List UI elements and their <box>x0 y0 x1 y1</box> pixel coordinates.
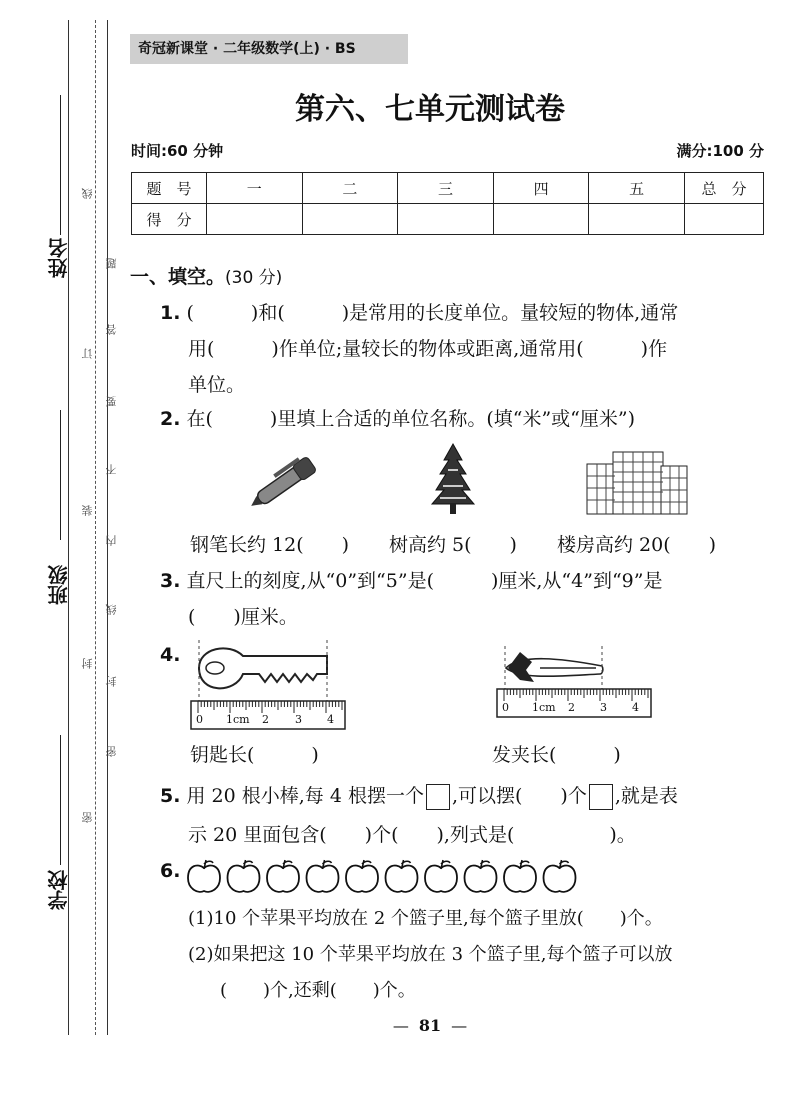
ruler-tick-label: 2 <box>568 701 575 714</box>
seal-char: 答 <box>105 324 118 335</box>
section-points: (30 分) <box>225 268 283 288</box>
score-input-cell[interactable] <box>589 204 685 235</box>
q6-sub1: (1)10 个苹果平均放在 2 个篮子里,每个篮子里放( )个。 <box>188 908 663 929</box>
ruler-tick-label: 3 <box>295 713 302 726</box>
ruler-tick-label: 2 <box>262 713 269 726</box>
q1-line2: 用( )作单位;量较长的物体或距离,通常用( )作 <box>188 338 668 360</box>
school-label: 学校 <box>47 870 71 910</box>
seal-char: 订 <box>81 348 94 359</box>
q2-text: 在( )里填上合适的单位名称。(填“米”或“厘米”) <box>186 408 636 430</box>
q5-text-3: ,就是表 <box>614 785 678 807</box>
time-limit: 时间:60 分钟 <box>131 142 224 160</box>
q1-text: ( )和( )是常用的长度单位。量较短的物体,通常 <box>186 302 679 324</box>
q2-pen-label: 钢笔长约 12( ) <box>190 534 350 556</box>
seal-char: 内 <box>105 535 118 546</box>
ruler-tick-label: 1cm <box>532 701 556 714</box>
seal-char: 密 <box>105 746 118 757</box>
score-table-score-row <box>132 204 764 235</box>
table-cell: 四 <box>493 173 589 204</box>
pen-image <box>250 452 325 512</box>
score-input-cell[interactable] <box>685 204 764 235</box>
table-cell: 得 分 <box>132 204 207 235</box>
question-number: 3. <box>160 570 181 592</box>
question-number: 6. <box>160 860 181 882</box>
answer-box[interactable] <box>589 784 613 810</box>
q4-clip-label: 发夹长( ) <box>492 744 621 766</box>
ruler-tick-label: 4 <box>632 701 639 714</box>
seal-char: 装 <box>81 505 94 516</box>
seal-char: 密 <box>81 812 94 823</box>
apple-icon <box>504 860 536 892</box>
apple-icon <box>267 860 299 892</box>
q2-building-label: 楼房高约 20( ) <box>557 534 717 556</box>
class-underline <box>60 410 61 540</box>
q6-sub2-line1: (2)如果把这 10 个苹果平均放在 3 个篮子里,每个篮子可以放 <box>188 944 673 965</box>
question-number: 4. <box>160 644 181 666</box>
table-cell: 五 <box>589 173 685 204</box>
q5-text-2: ,可以摆( )个 <box>451 785 587 807</box>
q1-line1 <box>160 300 678 326</box>
margin-dashed-line <box>95 20 96 1035</box>
apple-icon <box>307 860 339 892</box>
page-footer <box>0 1016 800 1035</box>
ruler-tick-label: 3 <box>600 701 607 714</box>
q1-line3: 单位。 <box>188 374 246 396</box>
q3-line2: ( )厘米。 <box>188 606 298 628</box>
seal-char: 封 <box>105 676 118 687</box>
answer-box[interactable] <box>426 784 450 810</box>
seal-char: 题 <box>105 258 118 269</box>
school-underline <box>60 735 61 865</box>
page-number: 81 <box>418 1016 442 1035</box>
footer-dash: — <box>392 1016 409 1035</box>
key-image <box>195 640 335 702</box>
q4-number <box>160 642 180 668</box>
apple-icon <box>465 860 497 892</box>
table-cell: 题 号 <box>132 173 207 204</box>
building-image <box>585 446 690 516</box>
q5-line1 <box>160 783 678 810</box>
q2-tree-label: 树高约 5( ) <box>389 534 517 556</box>
apple-icon <box>386 860 418 892</box>
question-number: 1. <box>160 302 181 324</box>
margin-solid-line-2 <box>107 20 108 1035</box>
section-title-text: 一、填空。 <box>130 266 226 288</box>
seal-char: 线 <box>105 604 118 615</box>
score-input-cell[interactable] <box>398 204 494 235</box>
ruler-tick-label: 0 <box>196 713 203 726</box>
ruler-tick-label: 0 <box>502 701 509 714</box>
tree-image <box>428 442 478 517</box>
q6-number <box>160 858 180 884</box>
name-label: 姓名 <box>47 238 71 278</box>
apple-icon <box>425 860 457 892</box>
apple-icon <box>228 860 260 892</box>
table-cell: 一 <box>207 173 303 204</box>
section-title <box>130 262 282 289</box>
ruler-tick-label: 4 <box>327 713 334 726</box>
hairclip-image <box>500 646 610 690</box>
score-input-cell[interactable] <box>493 204 589 235</box>
apples-row <box>186 858 581 896</box>
full-score: 满分:100 分 <box>676 142 764 160</box>
score-table-header-row <box>132 173 764 204</box>
q3-line1 <box>160 568 662 594</box>
apple-icon <box>544 860 576 892</box>
table-cell: 三 <box>398 173 494 204</box>
q6-sub2-line2: ( )个,还剩( )个。 <box>220 980 416 1001</box>
seal-char: 封 <box>81 658 94 669</box>
table-cell: 总 分 <box>685 173 764 204</box>
page-title: 第六、七单元测试卷 <box>295 92 565 127</box>
series-header: 奇冠新课堂 · 二年级数学(上) · BS <box>130 34 408 64</box>
seal-char: 线 <box>81 188 94 199</box>
apple-icon <box>188 860 220 892</box>
ruler-tick-label: 1cm <box>226 713 250 726</box>
apple-icon <box>346 860 378 892</box>
score-input-cell[interactable] <box>207 204 303 235</box>
score-input-cell[interactable] <box>302 204 398 235</box>
q2-line1 <box>160 406 635 432</box>
q3-text: 直尺上的刻度,从“0”到“5”是( )厘米,从“4”到“9”是 <box>186 570 663 592</box>
question-number: 5. <box>160 785 181 807</box>
score-table <box>131 172 764 235</box>
q4-key-label: 钥匙长( ) <box>190 744 319 766</box>
seal-char: 不 <box>105 464 118 475</box>
seal-char: 要 <box>105 396 118 407</box>
question-number: 2. <box>160 408 181 430</box>
q5-line2: 示 20 里面包含( )个( ),列式是( )。 <box>188 824 636 846</box>
class-label: 班级 <box>47 565 71 605</box>
table-cell: 二 <box>302 173 398 204</box>
footer-dash: — <box>451 1016 468 1035</box>
q5-text-1: 用 20 根小棒,每 4 根摆一个 <box>186 785 424 807</box>
